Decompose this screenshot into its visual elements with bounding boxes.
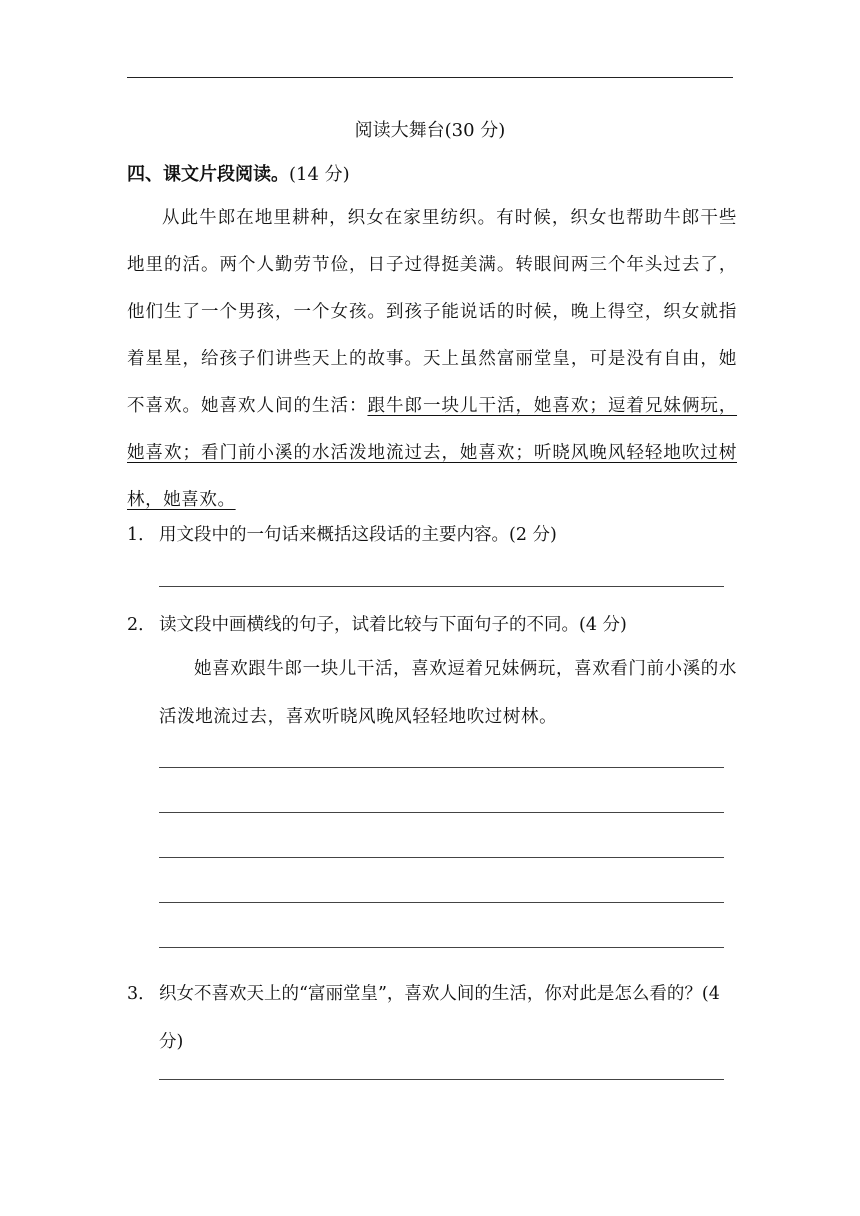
section-heading: [127, 160, 350, 186]
question-number: 3．: [127, 984, 156, 1004]
comparison-sentence-text: 她喜欢跟牛郎一块儿干活，喜欢逗着兄妹俩玩，喜欢看门前小溪的水活泼地流过去，喜欢听晓风晚风轻轻地吹过树林。: [159, 659, 737, 727]
comparison-sentence: [159, 645, 737, 741]
reading-passage: [127, 195, 737, 524]
section-label: 四、课文片段阅读。: [127, 164, 289, 185]
question-number: 1．: [127, 525, 156, 545]
answer-line[interactable]: [159, 902, 724, 903]
answer-line[interactable]: [159, 812, 724, 813]
answer-line[interactable]: [159, 586, 724, 587]
answer-line[interactable]: [159, 767, 724, 768]
question-text: 织女不喜欢天上的“富丽堂皇”，喜欢人间的生活，你对此是怎么看的？(4 分): [159, 984, 720, 1052]
question-text: 读文段中画横线的句子，试着比较与下面句子的不同。(4 分): [159, 615, 627, 635]
question-2: [127, 611, 627, 636]
passage-underlined-text: 跟牛郎一块儿干活，她喜欢；逗着兄妹俩玩，她喜欢；看门前小溪的水活泼地流过去，她喜欢；听晓风晚风轻轻地吹过树林，她喜欢。: [127, 396, 738, 510]
page-title: 阅读大舞台(30 分): [354, 120, 506, 141]
passage-text: 从此牛郎在地里耕种，织女在家里纺织。有时候，织女也帮助牛郎干些地里的活。两个人勤劳节俭，日子过得挺美满。转眼间两三个年头过去了，他们生了一个男孩，一个女孩。到孩子能说话的时候，晚上得空，织女就指着星星，给孩子们讲些天上的故事。天上虽然富丽堂皇，可是没有自由，她不喜欢。她喜欢人间的生活：: [127, 208, 737, 416]
answer-line[interactable]: [159, 857, 724, 858]
question-1: [127, 521, 557, 546]
header-rule: [127, 77, 733, 78]
question-number: 2．: [127, 615, 156, 635]
question-text: 用文段中的一句话来概括这段话的主要内容。(2 分): [159, 525, 557, 545]
answer-line[interactable]: [159, 1079, 724, 1080]
section-points: (14 分): [289, 164, 350, 185]
question-3: [127, 970, 737, 1066]
answer-line[interactable]: [159, 947, 724, 948]
